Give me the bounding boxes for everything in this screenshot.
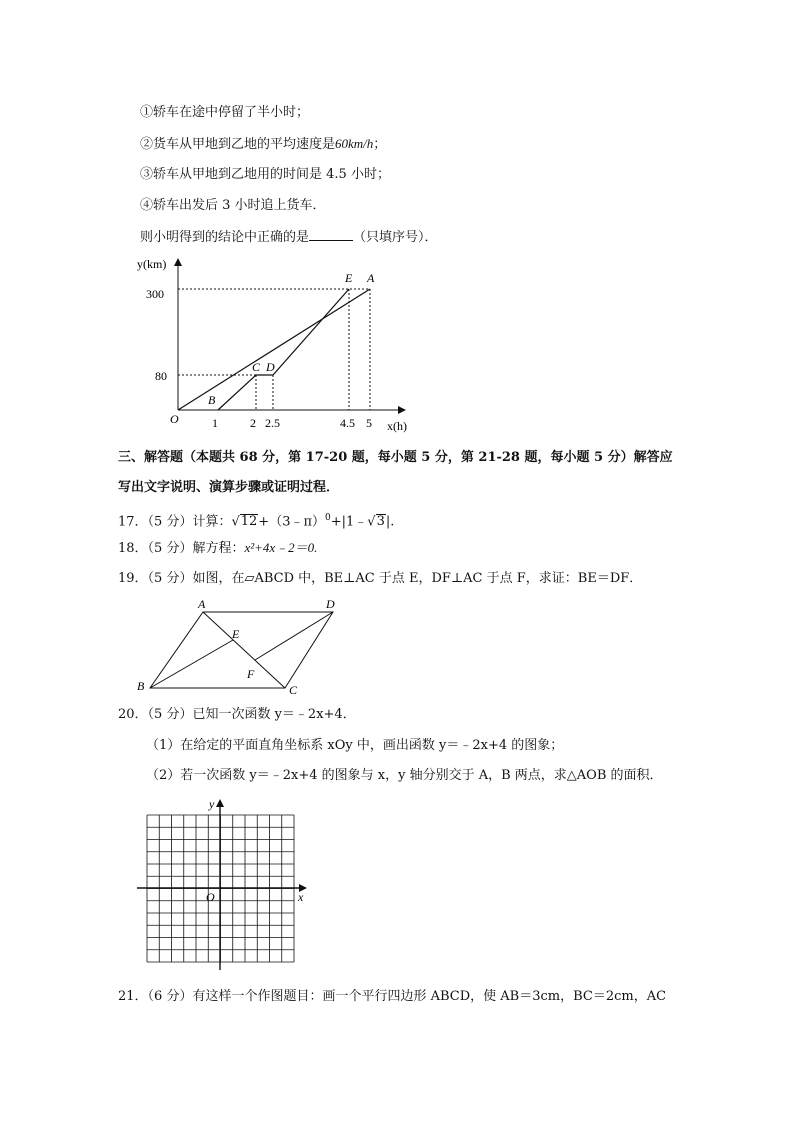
x-tick-25: 2.5: [265, 416, 280, 430]
segment-be: [150, 640, 233, 688]
statement-2-speed: 60km/h: [335, 136, 374, 151]
point-a-label: A: [367, 271, 375, 285]
conclusion-line: [140, 228, 438, 247]
sqrt-sign-2: √: [367, 514, 376, 530]
segment-df: [255, 612, 333, 660]
question-20-part-2: （2）若一次函数 y＝﹣2x+4 的图象与 x，y 轴分别交于 A，B 两点，求△AOB 的面积．: [146, 768, 663, 783]
conclusion-pre: 则小明得到的结论中正确的是: [140, 230, 310, 245]
x-tick-2: 2: [250, 416, 256, 430]
distance-time-graph: [130, 255, 420, 435]
point-d-label: D: [266, 360, 275, 374]
car-line: [218, 289, 349, 410]
y-axis-label: y(km): [137, 257, 167, 271]
parallelogram-abcd: [150, 612, 333, 688]
q17-radicand-12: 12: [240, 514, 258, 530]
statement-2: [140, 135, 386, 154]
origin-label: O: [170, 412, 179, 426]
question-20: 20．（5 分）已知一次函数 y＝﹣2x+4．: [118, 707, 356, 722]
parallelogram-figure: [130, 595, 350, 695]
q17-abs-post: |.: [385, 514, 395, 530]
question-18: [118, 539, 317, 558]
label-c: C: [289, 683, 298, 695]
coordinate-grid: [130, 790, 320, 975]
answer-blank[interactable]: [309, 228, 353, 241]
q17-radicand-3: 3: [376, 514, 385, 530]
x-axis-arrow: [398, 406, 406, 414]
grid-y-arrow: [216, 799, 224, 807]
q17-exponent: 0: [325, 513, 331, 523]
statement-2-end: ；: [373, 137, 387, 152]
label-a: A: [198, 597, 206, 611]
q17-abs-pre: +|1﹣: [330, 514, 368, 530]
conclusion-post: （只填序号）．: [353, 230, 438, 245]
q17-number: 17．（5 分）计算：: [118, 514, 232, 530]
statement-3: ③轿车从甲地到乙地用的时间是 4.5 小时；: [140, 167, 390, 182]
grid-origin-label: O: [206, 890, 215, 904]
question-17: [118, 509, 394, 531]
q18-expr: x²+4x﹣2＝0.: [244, 540, 318, 555]
section-heading-2: 写出文字说明、演算步骤或证明过程．: [118, 480, 340, 495]
q17-mid: +（3﹣π）: [258, 514, 326, 530]
grid-y-label: y: [209, 797, 215, 811]
label-b: B: [137, 679, 145, 693]
statement-1: ①轿车在途中停留了半小时；: [140, 105, 310, 120]
statement-4: ④轿车出发后 3 小时追上货车．: [140, 198, 326, 213]
sqrt-sign: √: [231, 514, 240, 530]
point-e-label: E: [345, 271, 353, 285]
label-d: D: [326, 597, 335, 611]
label-e: E: [232, 627, 240, 641]
section-heading-1: 三、解答题（本题共 68 分，第 17-20 题，每小题 5 分，第 21-28 题，每小题 5 分）解答应: [118, 450, 673, 465]
y-axis-arrow: [174, 258, 182, 266]
y-tick-80: 80: [155, 369, 167, 383]
point-c-label: C: [252, 360, 261, 374]
x-tick-5: 5: [366, 416, 372, 430]
grid-x-label: x: [298, 890, 304, 904]
truck-line: [178, 289, 370, 410]
question-19: 19．（5 分）如图，在▱ABCD 中，BE⊥AC 于点 E，DF⊥AC 于点 F，求证：BE＝DF．: [118, 571, 643, 586]
label-f: F: [247, 667, 255, 681]
question-20-part-1: （1）在给定的平面直角坐标系 xOy 中，画出函数 y＝﹣2x+4 的图象；: [146, 738, 564, 753]
point-b-label: B: [208, 393, 216, 407]
x-tick-1: 1: [212, 416, 218, 430]
q18-pre: 18．（5 分）解方程：: [118, 541, 245, 556]
x-tick-45: 4.5: [340, 416, 355, 430]
statement-2-text: ②货车从甲地到乙地的平均速度是: [140, 137, 336, 152]
question-21: 21．（6 分）有这样一个作图题目：画一个平行四边形 ABCD，使 AB＝3cm，BC＝2cm，AC: [118, 989, 667, 1004]
x-axis-label: x(h): [387, 419, 407, 433]
y-tick-300: 300: [146, 287, 164, 301]
